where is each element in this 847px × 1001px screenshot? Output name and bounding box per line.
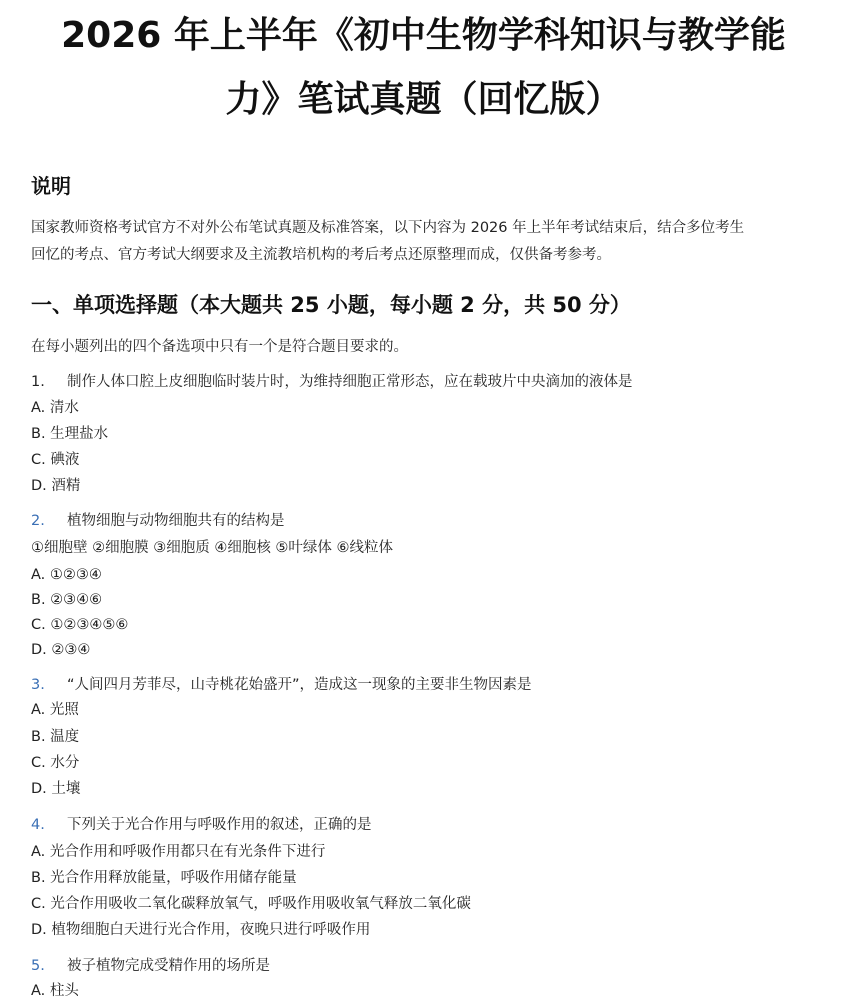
question-2-option-a: A. ①②③④ — [31, 567, 102, 583]
question-stem: 植物细胞与动物细胞共有的结构是 — [67, 513, 285, 529]
intro-heading: 说明 — [31, 174, 71, 198]
question-1-option-a: A. 清水 — [31, 400, 79, 416]
document-title-line-1: 2026 年上半年《初中生物学科知识与教学能 — [61, 15, 786, 56]
question-2-option-c: C. ①②③④⑤⑥ — [31, 617, 129, 633]
question-3-option-a: A. 光照 — [31, 702, 79, 718]
question-number: 4. — [31, 817, 45, 833]
question-stem: 制作人体口腔上皮细胞临时装片时，为维持细胞正常形态，应在载玻片中央滴加的液体是 — [67, 374, 633, 390]
question-stem: 下列关于光合作用与呼吸作用的叙述，正确的是 — [67, 817, 372, 833]
question-1-option-d: D. 酒精 — [31, 478, 81, 494]
question-4 — [31, 815, 372, 835]
question-2-option-b: B. ②③④⑥ — [31, 592, 103, 608]
question-3-option-b: B. 温度 — [31, 729, 80, 745]
section-heading: 一、单项选择题（本大题共 25 小题，每小题 2 分，共 50 分） — [31, 293, 631, 317]
question-5 — [31, 956, 270, 976]
question-4-option-c: C. 光合作用吸收二氧化碳释放氧气，呼吸作用吸收氧气释放二氧化碳 — [31, 896, 471, 912]
question-2-option-d: D. ②③④ — [31, 642, 91, 658]
question-1 — [31, 372, 633, 392]
intro-paragraph-line-2: 回忆的考点、官方考试大纲要求及主流教培机构的考后考点还原整理而成，仅供备考参考。 — [31, 247, 611, 263]
question-4-option-a: A. 光合作用和呼吸作用都只在有光条件下进行 — [31, 844, 326, 860]
question-3-option-c: C. 水分 — [31, 755, 80, 771]
question-stem: 被子植物完成受精作用的场所是 — [67, 958, 270, 974]
question-stem: “人间四月芳菲尽，山寺桃花始盛开”，造成这一现象的主要非生物因素是 — [67, 677, 532, 693]
document-title-line-2: 力》笔试真题（回忆版） — [225, 79, 622, 120]
question-3 — [31, 675, 532, 695]
question-2 — [31, 511, 285, 531]
question-1-option-c: C. 碘液 — [31, 452, 80, 468]
question-number: 2. — [31, 513, 45, 529]
question-number: 5. — [31, 958, 45, 974]
question-number: 3. — [31, 677, 45, 693]
question-5-option-a: A. 柱头 — [31, 983, 79, 999]
question-2-statements: ①细胞壁 ②细胞膜 ③细胞质 ④细胞核 ⑤叶绿体 ⑥线粒体 — [31, 540, 394, 556]
question-1-option-b: B. 生理盐水 — [31, 426, 109, 442]
section-instruction: 在每小题列出的四个备选项中只有一个是符合题目要求的。 — [31, 339, 408, 355]
intro-paragraph-line-1: 国家教师资格考试官方不对外公布笔试真题及标准答案，以下内容为 2026 年上半年考试结束后，结合多位考生 — [31, 220, 745, 236]
question-number: 1. — [31, 374, 45, 390]
question-3-option-d: D. 土壤 — [31, 781, 81, 797]
question-4-option-d: D. 植物细胞白天进行光合作用，夜晚只进行呼吸作用 — [31, 922, 371, 938]
question-4-option-b: B. 光合作用释放能量，呼吸作用储存能量 — [31, 870, 297, 886]
